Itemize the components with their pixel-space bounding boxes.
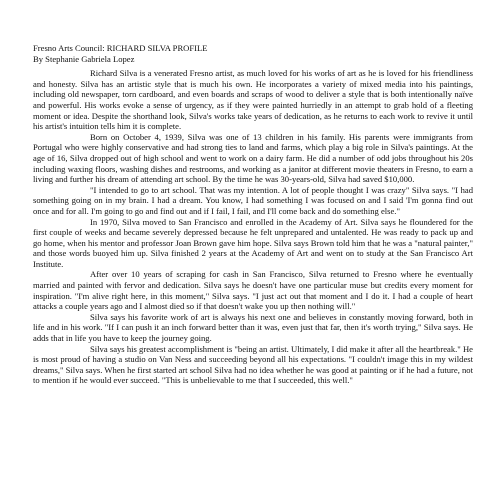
paragraph-favorite-work: Silva says his favorite work of art is always his next one and believes in constantly moving forward, both in life and in his work. "If I can push it an inch forward better than it was, even just that far, then it's worth trying," Silva says. He adds that in life you have to keep the journey going.: [33, 311, 473, 344]
paragraph-early-life: Born on October 4, 1939, Silva was one of 13 children in his family. His parents were immigrants from Portugal who were highly conservative and had strong ties to land and farms, which play a big role in Silva's paintings. At the age of 16, Silva dropped out of high school and went to work on a dairy farm. He did a number of odd jobs throughout his 20s including waxing floors, washing dishes and restrooms, and working as a janitor at different movie theaters in Fresno, to earn a living and further his dream of attending art school. By the time he was 30-years-old, Silva had saved $10,000.: [33, 131, 473, 185]
author-byline: By Stephanie Gabriela Lopez: [33, 53, 135, 64]
paragraph-intro: Richard Silva is a venerated Fresno artist, as much loved for his works of art as he is loved for his friendliness and honesty. Silva has an artistic style that is much his own. He incorporates a variety of mixed media into his paintings, including old newspaper, torn cardboard, and even boards and scraps of wood to deliver a style that is both intentionally naïve and powerful. His works evoke a sense of urgency, as if they were painted hurriedly in an attempt to grab hold of a fleeting moment or idea. Despite the shorthand look, Silva's works take years of dedication, as he returns to each work to revive it until his artist's intuition tells him it is complete.: [33, 68, 473, 132]
paragraph-return-to-fresno: After over 10 years of scraping for cash in San Francisco, Silva returned to Fresno where he eventually married and painted with fervor and dedication. Silva says he doesn't have one particular muse but credits every moment for inspiration. "I'm alive right here, in this moment," Silva says. "I just act out that moment and I do it. I had a couple of heart attacks a couple years ago and I almost died so if that doesn't wake you up then nothing will.": [33, 269, 473, 312]
document-title: Fresno Arts Council: RICHARD SILVA PROFILE: [33, 43, 208, 53]
paragraph-accomplishment: Silva says his greatest accomplishment is "being an artist. Ultimately, I did make it after all the heartbreak." He is most proud of having a studio on Van Ness and succeeding beyond all his expectations. "I couldn't image this in my wildest dreams," Silva says. When he first started art school Silva had no idea whether he was good at painting or if he had a future, not to mention if he would ever succeed. "This is unbelievable to me that I succeeded, this well.": [33, 343, 473, 386]
paragraph-san-francisco: In 1970, Silva moved to San Francisco and enrolled in the Academy of Art. Silva says he floundered for the first couple of weeks and became severely depressed because he felt unprepared and untalented. He was ready to pack up and go home, when his mentor and professor Joan Brown gave him hope. Silva says Brown told him that he was a "natural painter," and those words buoyed him up. Silva finished 2 years at the Academy of Art and went on to study at the San Francisco Art Institute.: [33, 216, 473, 269]
paragraph-art-school-quote: "I intended to go to art school. That was my intention. A lot of people thought I was crazy" Silva says. "I had something going on in my brain. I had a dream. You know, I had something I was focused on and I said 'I'm gonna find out once and for all. I'm going to go and find out and if I fail, I fail, and I'll come back and do something else.": [33, 184, 473, 216]
